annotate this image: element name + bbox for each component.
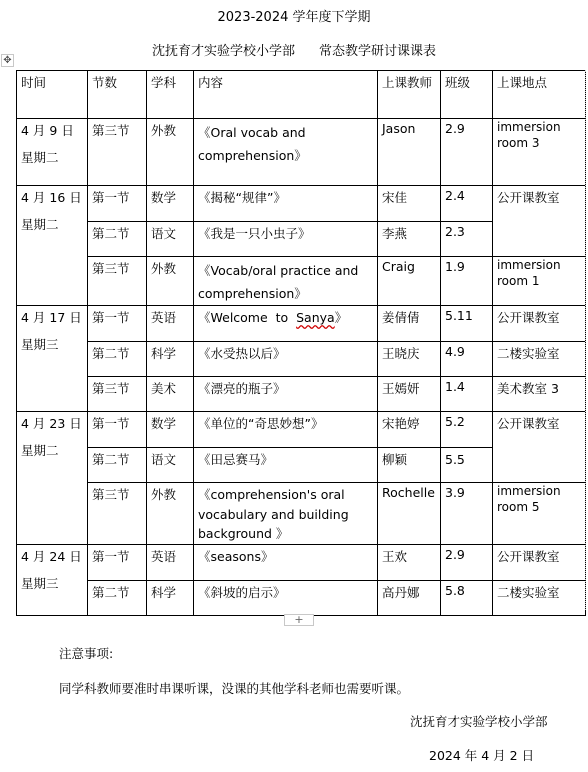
- class-cell: 1.9: [441, 257, 493, 306]
- table-row: [17, 545, 586, 581]
- period-cell: 第三节: [88, 377, 147, 412]
- subject-cell: 外教: [147, 483, 194, 545]
- content-cell: [194, 306, 378, 342]
- teacher-cell: Jason: [378, 119, 441, 186]
- table-row: [17, 581, 586, 616]
- content-text-close: 》: [334, 310, 348, 325]
- content-cell: 《seasons》: [194, 545, 378, 581]
- notes-body: 同学科教师要准时串课听课，没课的其他学科老师也需要听课。: [59, 681, 410, 696]
- weekday: 星期二: [21, 150, 59, 165]
- subject-cell: 数学: [147, 412, 194, 448]
- content-text: 《Oral vocab and comprehension》: [198, 125, 307, 163]
- location-cell: [493, 483, 586, 545]
- col-header-time: 时间: [17, 71, 88, 119]
- teacher-cell: 姜倩倩: [378, 306, 441, 342]
- location-cell: 美术教室 3: [493, 377, 586, 412]
- subject-cell: 美术: [147, 377, 194, 412]
- term-title: 2023-2024 学年度下学期: [217, 10, 371, 25]
- teacher-cell: 宋佳: [378, 186, 441, 222]
- location-cell: 二楼实验室: [493, 342, 586, 377]
- date: 4 月 9 日: [21, 123, 74, 138]
- weekday: 星期二: [21, 217, 59, 232]
- col-header-class: 班级: [441, 71, 493, 119]
- col-header-teacher: 上课教师: [378, 71, 441, 119]
- teacher-cell: Craig: [378, 257, 441, 306]
- subject-cell: 数学: [147, 186, 194, 222]
- period-cell: 第三节: [88, 483, 147, 545]
- content-cell: 《田忌赛马》: [194, 448, 378, 483]
- teacher-cell: Rochelle: [378, 483, 441, 545]
- subject-cell: 语文: [147, 222, 194, 257]
- spellcheck-flagged-word: Sanya: [296, 310, 335, 325]
- teacher-cell: 王欢: [378, 545, 441, 581]
- class-cell: 2.9: [441, 119, 493, 186]
- notes-title: 注意事项:: [59, 646, 114, 661]
- subject-cell: 英语: [147, 545, 194, 581]
- schedule-table: [16, 70, 586, 616]
- class-cell: 5.5: [441, 448, 493, 483]
- period-cell: 第一节: [88, 186, 147, 222]
- class-cell: 5.11: [441, 306, 493, 342]
- content-text: 《Vocab/oral practice and comprehension》: [198, 263, 359, 301]
- period-cell: 第二节: [88, 342, 147, 377]
- teacher-cell: 高丹娜: [378, 581, 441, 616]
- teacher-cell: 宋艳婷: [378, 412, 441, 448]
- date: 4 月 16 日: [21, 190, 82, 205]
- subject-cell: 科学: [147, 581, 194, 616]
- period-cell: 第一节: [88, 545, 147, 581]
- period-cell: 第一节: [88, 412, 147, 448]
- table-row: [17, 483, 586, 545]
- teacher-cell: 王晓庆: [378, 342, 441, 377]
- col-header-location: 上课地点: [493, 71, 586, 119]
- school-dept: 沈抚育才实验学校小学部: [151, 44, 295, 59]
- location-cell: 公开课教室: [493, 412, 586, 483]
- table-row: [17, 342, 586, 377]
- class-cell: 2.3: [441, 222, 493, 257]
- date-cell: [17, 119, 88, 186]
- location-text: immersion room 3: [497, 120, 561, 150]
- content-cell: 《漂亮的瓶子》: [194, 377, 378, 412]
- period-cell: 第二节: [88, 448, 147, 483]
- content-cell: 《揭秘“规律”》: [194, 186, 378, 222]
- period-cell: 第二节: [88, 581, 147, 616]
- content-cell: 《斜坡的启示》: [194, 581, 378, 616]
- date-cell: [17, 306, 88, 412]
- table-move-handle-icon[interactable]: ✥: [1, 54, 14, 67]
- period-cell: 第二节: [88, 222, 147, 257]
- location-cell: [493, 257, 586, 306]
- signature: 沈抚育才实验学校小学部: [410, 714, 548, 729]
- date: 4 月 23 日: [21, 416, 82, 431]
- teacher-cell: 柳颖: [378, 448, 441, 483]
- content-text: 《comprehension's oral vocabulary and building background 》: [198, 487, 349, 541]
- col-header-period: 节数: [88, 71, 147, 119]
- col-header-content: 内容: [194, 71, 378, 119]
- table-row: [17, 257, 586, 306]
- table-row: [17, 186, 586, 222]
- schedule-title: 常态教学研讨课课表: [319, 44, 437, 59]
- subject-cell: 科学: [147, 342, 194, 377]
- weekday: 星期二: [21, 443, 59, 458]
- date-cell: [17, 412, 88, 545]
- col-header-subject: 学科: [147, 71, 194, 119]
- content-cell: 《我是一只小虫子》: [194, 222, 378, 257]
- table-title: [0, 40, 588, 59]
- subject-cell: 语文: [147, 448, 194, 483]
- content-cell: [194, 257, 378, 306]
- teacher-cell: 李燕: [378, 222, 441, 257]
- subject-cell: 英语: [147, 306, 194, 342]
- class-cell: 1.4: [441, 377, 493, 412]
- date-cell: [17, 186, 88, 306]
- table-row: [17, 412, 586, 448]
- content-cell: [194, 119, 378, 186]
- content-text-open: 《Welcome to: [198, 310, 297, 325]
- add-row-button[interactable]: +: [284, 614, 314, 626]
- location-cell: 公开课教室: [493, 545, 586, 581]
- content-cell: 《单位的“奇思妙想”》: [194, 412, 378, 448]
- location-cell: 二楼实验室: [493, 581, 586, 616]
- location-cell: 公开课教室: [493, 306, 586, 342]
- table-header-row: [17, 71, 586, 119]
- period-cell: 第一节: [88, 306, 147, 342]
- location-cell: [493, 119, 586, 186]
- date-cell: [17, 545, 88, 616]
- date: 4 月 17 日: [21, 310, 82, 325]
- class-cell: 4.9: [441, 342, 493, 377]
- class-cell: 5.2: [441, 412, 493, 448]
- issue-date: 2024 年 4 月 2 日: [429, 748, 535, 763]
- class-cell: 3.9: [441, 483, 493, 545]
- table-row: [17, 119, 586, 186]
- location-text: immersion room 5: [497, 484, 561, 514]
- table-row: [17, 306, 586, 342]
- class-cell: 2.9: [441, 545, 493, 581]
- location-text: immersion room 1: [497, 258, 561, 288]
- class-cell: 2.4: [441, 186, 493, 222]
- subject-cell: 外教: [147, 257, 194, 306]
- period-cell: 第三节: [88, 257, 147, 306]
- table-row: [17, 377, 586, 412]
- class-cell: 5.8: [441, 581, 493, 616]
- content-cell: [194, 483, 378, 545]
- weekday: 星期三: [21, 337, 59, 352]
- location-cell: 公开课教室: [493, 186, 586, 257]
- content-cell: 《水受热以后》: [194, 342, 378, 377]
- subject-cell: 外教: [147, 119, 194, 186]
- period-cell: 第三节: [88, 119, 147, 186]
- date: 4 月 24 日: [21, 549, 82, 564]
- teacher-cell: 王嫣妍: [378, 377, 441, 412]
- weekday: 星期三: [21, 576, 59, 591]
